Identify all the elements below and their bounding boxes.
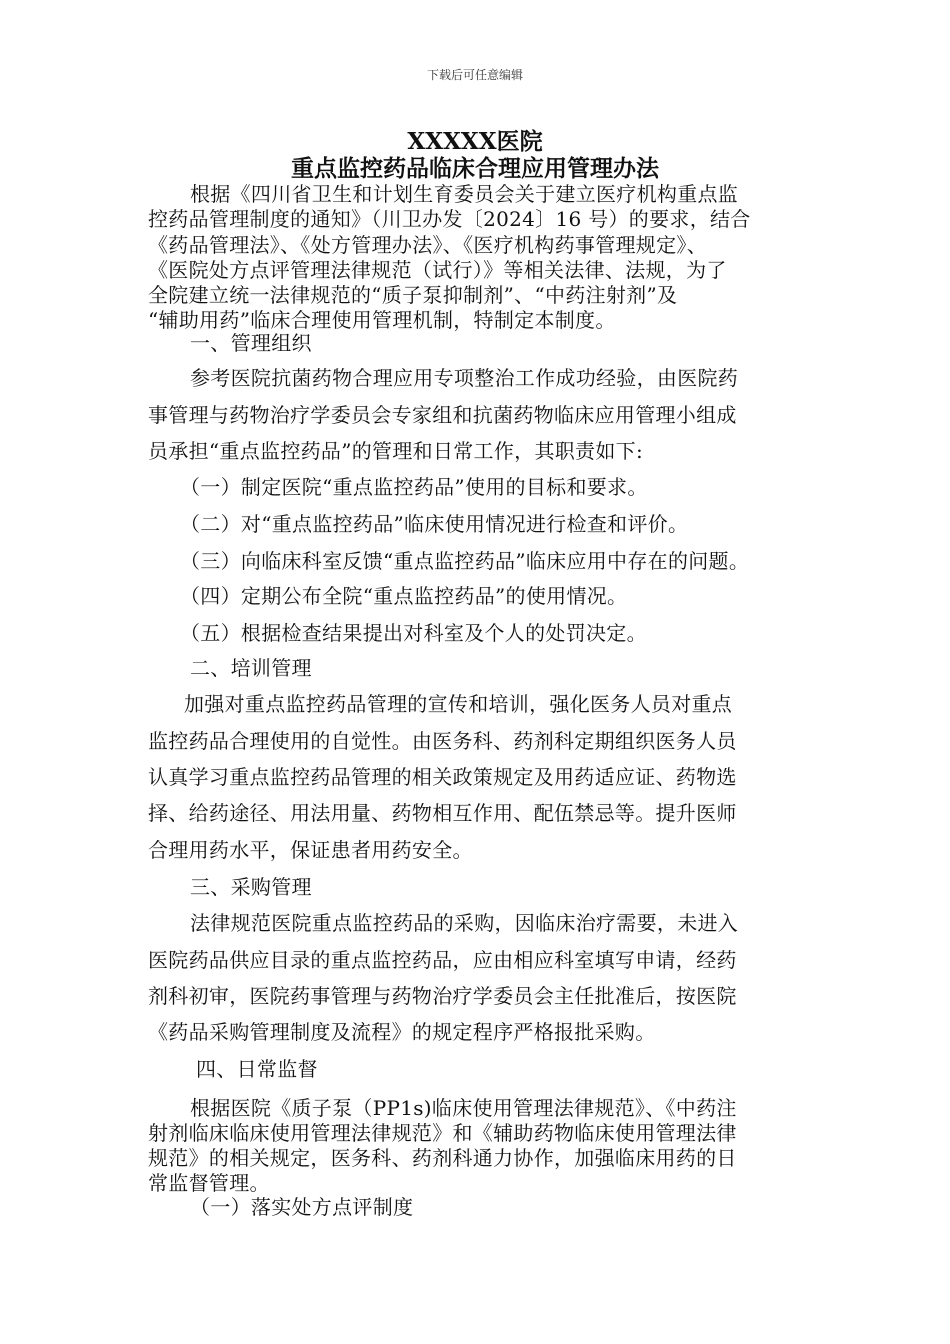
text-line: 根据《四川省卫生和计划生育委员会关于建立医疗机构重点监	[190, 182, 739, 206]
section-heading: 三、采购管理	[190, 875, 312, 899]
text-line: 射剂临床临床使用管理法律规范》和《辅助药物临床使用管理法律	[148, 1121, 737, 1145]
text-line: 合理用药水平，保证患者用药安全。	[148, 838, 473, 862]
section-heading: 四、日常监督	[196, 1057, 318, 1081]
document-title: 重点监控药品临床合理应用管理办法	[291, 155, 659, 182]
text-line: 参考医院抗菌药物合理应用专项整治工作成功经验，由医院药	[190, 366, 739, 390]
list-item: （一）制定医院“重点监控药品”使用的目标和要求。	[180, 475, 648, 499]
list-item: （三）向临床科室反馈“重点监控药品”临床应用中存在的问题。	[180, 549, 750, 573]
page-header: 下载后可任意编辑	[426, 68, 523, 82]
text-line: 加强对重点监控药品管理的宣传和培训，强化医务人员对重点	[184, 692, 733, 716]
subsection-heading: （一）落实处方点评制度	[190, 1195, 414, 1219]
text-line: 常监督管理。	[148, 1171, 270, 1195]
text-line: 《医院处方点评管理法律规范（试行）》等相关法律、法规，为了	[148, 258, 727, 282]
text-line: 员承担“重点监控药品”的管理和日常工作，其职责如下:	[148, 439, 643, 463]
text-line: 根据医院《质子泵（PP1s)临床使用管理法律规范》、《中药注	[190, 1096, 737, 1120]
list-item: （四）定期公布全院“重点监控药品”的使用情况。	[180, 584, 628, 608]
list-item: （五）根据检查结果提出对科室及个人的处罚决定。	[180, 621, 647, 645]
list-item: （二）对“重点监控药品”临床使用情况进行检查和评价。	[180, 512, 689, 536]
document-title-hospital: XXXXX医院	[407, 128, 543, 155]
text-line: 法律规范医院重点监控药品的采购，因临床治疗需要，未进入	[190, 911, 739, 935]
section-heading: 二、培训管理	[190, 656, 312, 680]
text-line: “辅助用药”临床合理使用管理机制，特制定本制度。	[148, 308, 616, 332]
text-line: 剂科初审，医院药事管理与药物治疗学委员会主任批准后，按医院	[148, 984, 737, 1008]
text-line: 认真学习重点监控药品管理的相关政策规定及用药适应证、药物选	[148, 765, 737, 789]
text-line: 《药品管理法》、《处方管理办法》、《医疗机构药事管理规定》、	[148, 233, 707, 257]
section-heading: 一、管理组织	[190, 331, 312, 355]
text-line: 事管理与药物治疗学委员会专家组和抗菌药物临床应用管理小组成	[148, 403, 737, 427]
text-line: 《药品采购管理制度及流程》的规定程序严格报批采购。	[148, 1020, 656, 1044]
text-line: 医院药品供应目录的重点监控药品，应由相应科室填写申请，经药	[148, 948, 737, 972]
text-line: 择、给药途径、用法用量、药物相互作用、配伍禁忌等。提升医师	[148, 801, 737, 825]
text-line: 规范》的相关规定，医务科、药剂科通力协作，加强临床用药的日	[148, 1146, 737, 1170]
text-line: 监控药品合理使用的自觉性。由医务科、药剂科定期组织医务人员	[148, 729, 737, 753]
text-line: 控药品管理制度的通知》（川卫办发〔2024〕16 号）的要求，结合	[148, 207, 751, 231]
text-line: 全院建立统一法律规范的“质子泵抑制剂”、“中药注射剂”及	[148, 283, 678, 307]
